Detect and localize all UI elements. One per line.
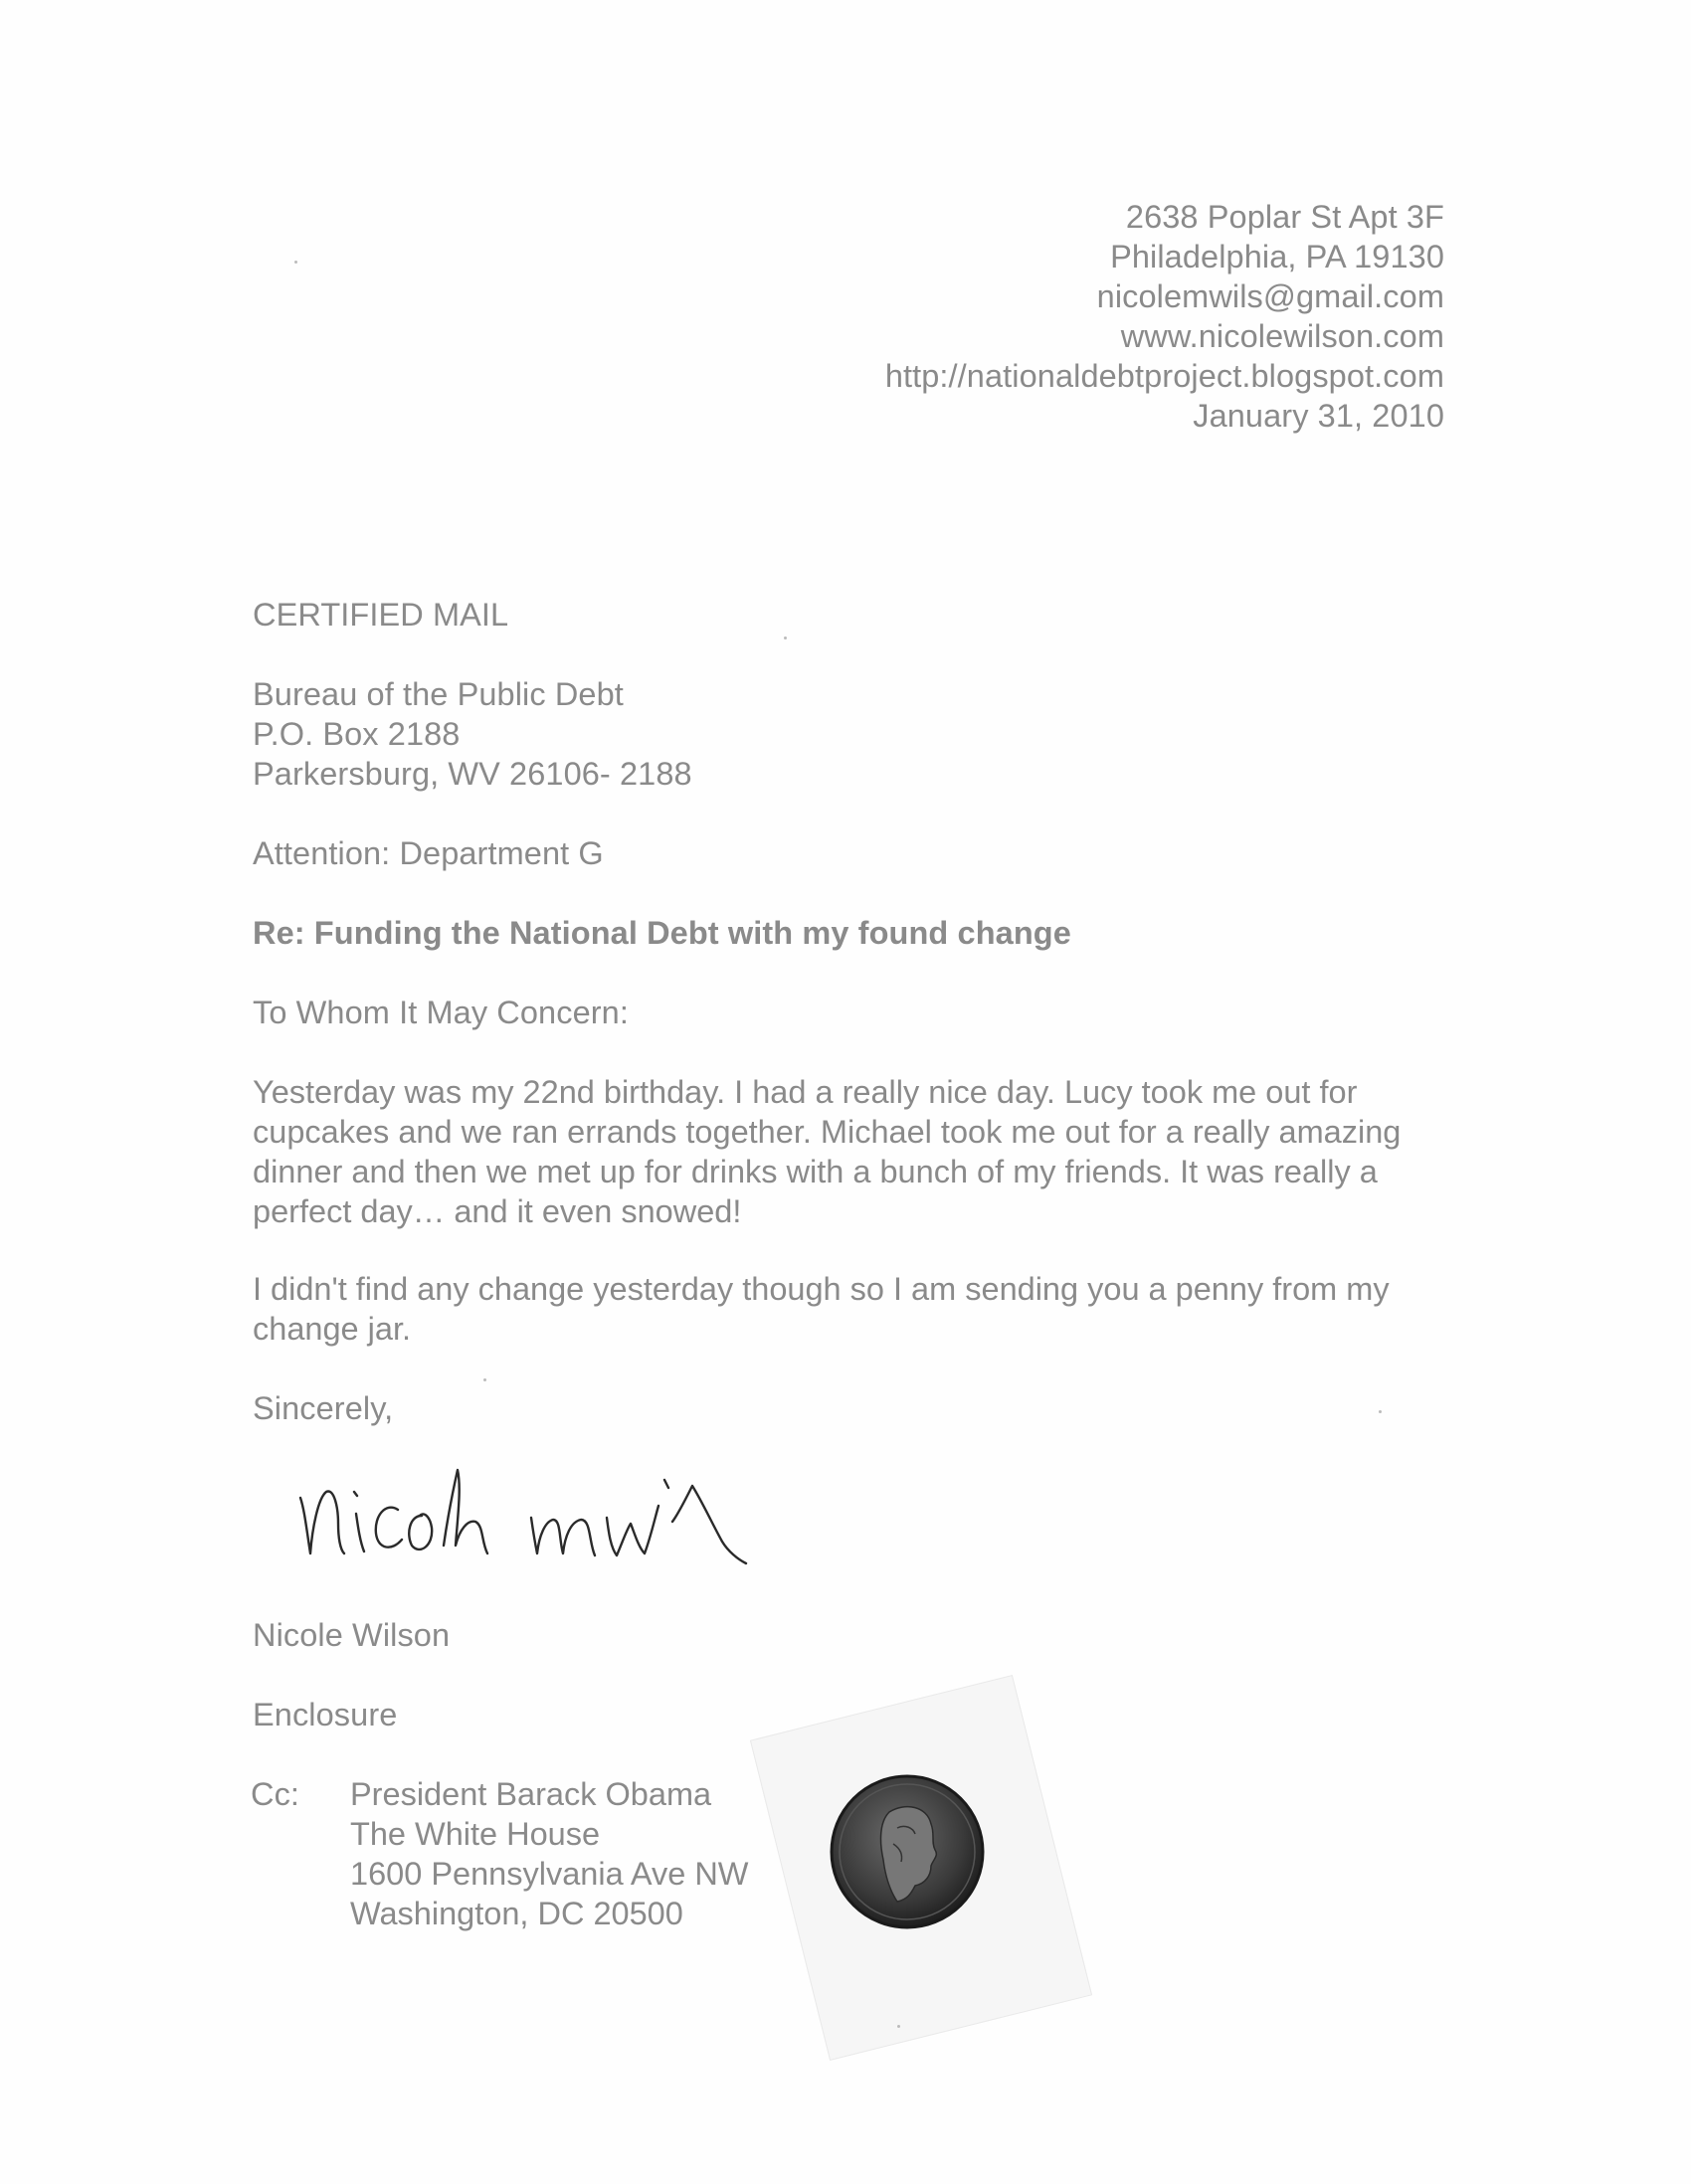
- letter-date: January 31, 2010: [1193, 398, 1444, 434]
- scan-speck: [1379, 1410, 1382, 1413]
- sender-city: Philadelphia, PA 19130: [1110, 239, 1444, 274]
- closing: Sincerely,: [253, 1390, 394, 1426]
- signer-name: Nicole Wilson: [253, 1617, 451, 1653]
- scan-speck: [483, 1378, 486, 1381]
- subject-line: Re: Funding the National Debt with my found change: [253, 915, 1071, 951]
- mail-type: CERTIFIED MAIL: [253, 597, 509, 633]
- scan-speck: [897, 2025, 900, 2028]
- recipient-city: Parkersburg, WV 26106- 2188: [253, 756, 692, 792]
- cc-label: Cc:: [251, 1776, 300, 1812]
- handwritten-signature: [294, 1458, 812, 1567]
- cc-recipient: [350, 1774, 748, 1933]
- recipient-po-box: P.O. Box 2188: [253, 716, 461, 752]
- body-paragraph-1: [253, 1072, 1496, 1231]
- recipient-name: Bureau of the Public Debt: [253, 676, 624, 712]
- salutation: To Whom It May Concern:: [253, 995, 629, 1030]
- body-line: cupcakes and we ran errands together. Michael took me out for a really amazing: [253, 1114, 1402, 1150]
- scan-speck: [784, 637, 787, 639]
- sender-email: nicolemwils@gmail.com: [1096, 278, 1444, 314]
- enclosure-note: Enclosure: [253, 1697, 398, 1732]
- penny-coin-icon: [828, 1772, 987, 1931]
- body-line: I didn't find any change yesterday though so I am sending you a penny from my: [253, 1271, 1390, 1307]
- sender-street: 2638 Poplar St Apt 3F: [1125, 199, 1444, 235]
- body-paragraph-2: [253, 1269, 1496, 1349]
- attention-line: Attention: Department G: [253, 835, 604, 871]
- cc-line: Washington, DC 20500: [350, 1896, 683, 1931]
- cc-line: The White House: [350, 1816, 601, 1852]
- sender-website: www.nicolewilson.com: [1120, 318, 1444, 354]
- scan-speck: [294, 261, 297, 264]
- body-line: change jar.: [253, 1311, 412, 1347]
- body-line: Yesterday was my 22nd birthday. I had a really nice day. Lucy took me out for: [253, 1074, 1358, 1110]
- sender-blog: http://nationaldebtproject.blogspot.com: [884, 358, 1444, 394]
- body-line: perfect day… and it even snowed!: [253, 1193, 742, 1229]
- body-line: dinner and then we met up for drinks with a bunch of my friends. It was really a: [253, 1154, 1378, 1189]
- cc-line: President Barack Obama: [350, 1776, 712, 1812]
- cc-line: 1600 Pennsylvania Ave NW: [350, 1856, 749, 1892]
